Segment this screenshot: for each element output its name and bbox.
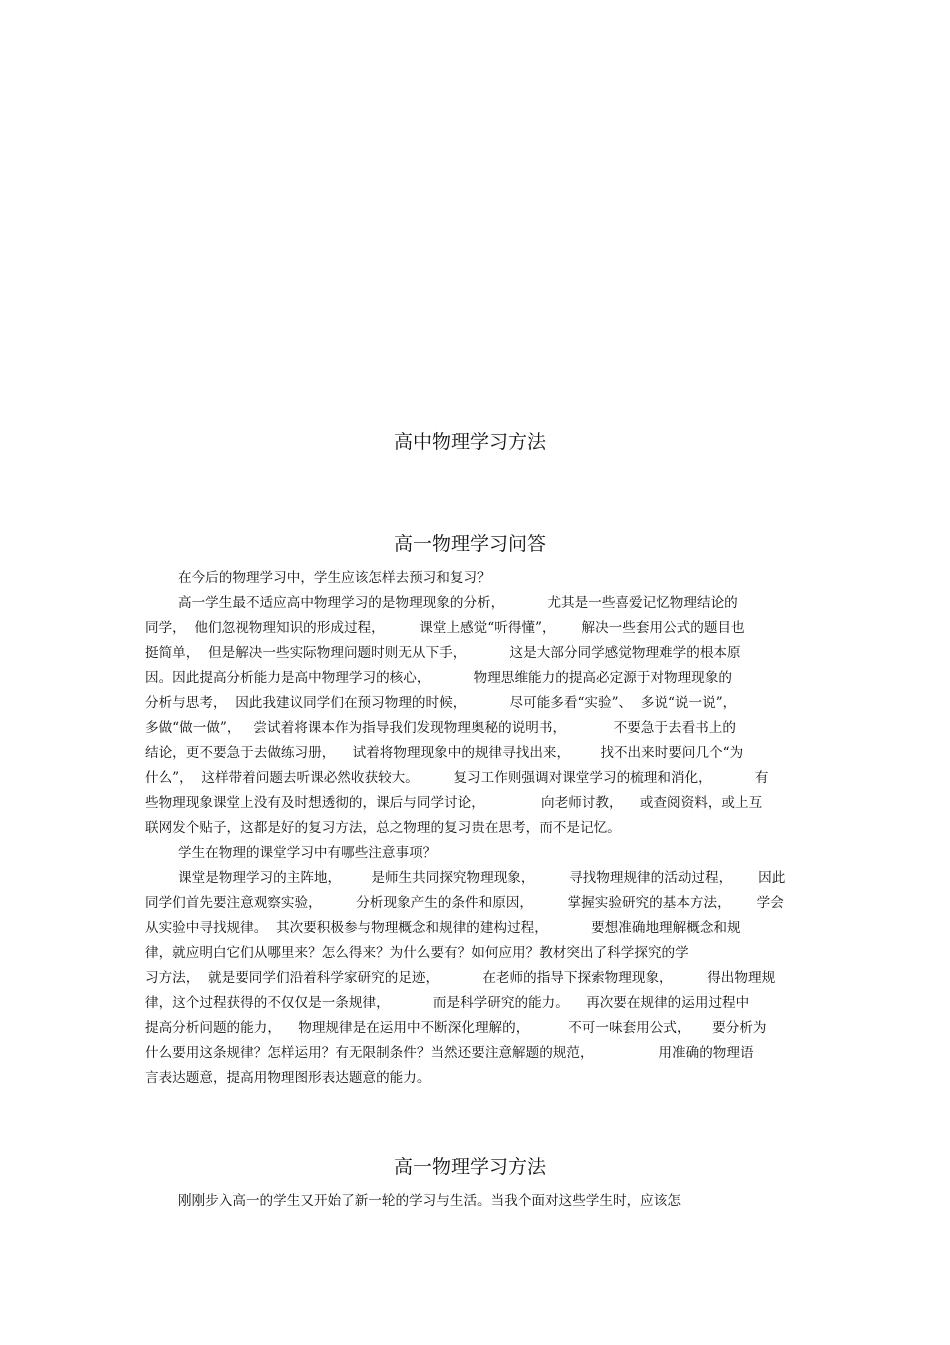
paragraph-line: 挺简单， 但是解决一些实际物理问题时则无从下手， 这是大部分同学感觉物理难学的根本原 <box>145 645 741 661</box>
paragraph-line: 些物理现象课堂上没有及时想透彻的，课后与同学讨论， 向老师讨教， 或查阅资料，或上互 <box>145 795 763 811</box>
paragraph-line: 高一学生最不适应高中物理学习的是物理现象的分析， 尤其是一些喜爱记忆物理结论的 <box>178 595 738 611</box>
paragraph-line: 结论，更不要急于去做练习册， 试着将物理现象中的规律寻找出来， 找不出来时要问几个“为 <box>145 745 744 761</box>
paragraph-line: 提高分析问题的能力， 物理规律是在运用中不断深化理解的， 不可一味套用公式， 要分析为 <box>145 1020 767 1036</box>
paragraph-line: 多做“做一做”， 尝试着将课本作为指导我们发现物理奥秘的说明书， 不要急于去看书上的 <box>145 720 736 736</box>
paragraph-line: 课堂是物理学习的主阵地， 是师生共同探究物理现象， 寻找物理规律的活动过程， 因此 <box>178 870 786 886</box>
paragraph-line: 因。因此提高分析能力是高中物理学习的核心， 物理思维能力的提高必定源于对物理现象的 <box>145 670 732 686</box>
paragraph-line: 学生在物理的课堂学习中有哪些注意事项？ <box>178 845 437 861</box>
document-title: 高中物理学习方法 <box>393 431 546 453</box>
paragraph-line: 什么”， 这样带着问题去听课必然收获较大。 复习工作则强调对课堂学习的梳理和消化， 有 <box>145 770 769 786</box>
paragraph-line: 分析与思考， 因此我建议同学们在预习物理的时候， 尽可能多看“实验”、 多说“说一说”， <box>145 695 737 711</box>
paragraph-line: 律，这个过程获得的不仅仅是一条规律， 而是科学研究的能力。 再次要在规律的运用过程中 <box>145 995 750 1011</box>
paragraph-line: 同学， 他们忽视物理知识的形成过程， 课堂上感觉“听得懂”， 解决一些套用公式的题目也 <box>145 620 745 636</box>
paragraph-line: 同学们首先要注意观察实验， 分析现象产生的条件和原因， 掌握实验研究的基本方法， 学会 <box>145 895 784 911</box>
section-title-qa: 高一物理学习问答 <box>393 533 546 555</box>
paragraph-line: 习方法， 就是要同学们沿着科学家研究的足迹， 在老师的指导下探索物理现象， 得出物理规 <box>145 970 776 986</box>
paragraph-line: 律，就应明白它们从哪里来？怎么得来？为什么要有？如何应用？教材突出了科学探究的学 <box>145 945 689 961</box>
paragraph-line: 联网发个贴子，这都是好的复习方法，总之物理的复习贵在思考，而不是记忆。 <box>145 820 621 836</box>
paragraph-line: 从实验中寻找规律。 其次要积极参与物理概念和规律的建构过程， 要想准确地理解概念和规 <box>145 920 741 936</box>
paragraph-line: 言表达题意，提高用物理图形表达题意的能力。 <box>145 1070 431 1086</box>
paragraph-line: 在今后的物理学习中，学生应该怎样去预习和复习？ <box>178 570 491 586</box>
section-title-methods: 高一物理学习方法 <box>393 1156 546 1178</box>
paragraph-line: 什么要用这条规律？怎样运用？有无限制条件？当然还要注意解题的规范， 用准确的物理语 <box>145 1045 754 1061</box>
paragraph-line: 刚刚步入高一的学生又开始了新一轮的学习与生活。当我个面对这些学生时，应该怎 <box>178 1193 681 1209</box>
